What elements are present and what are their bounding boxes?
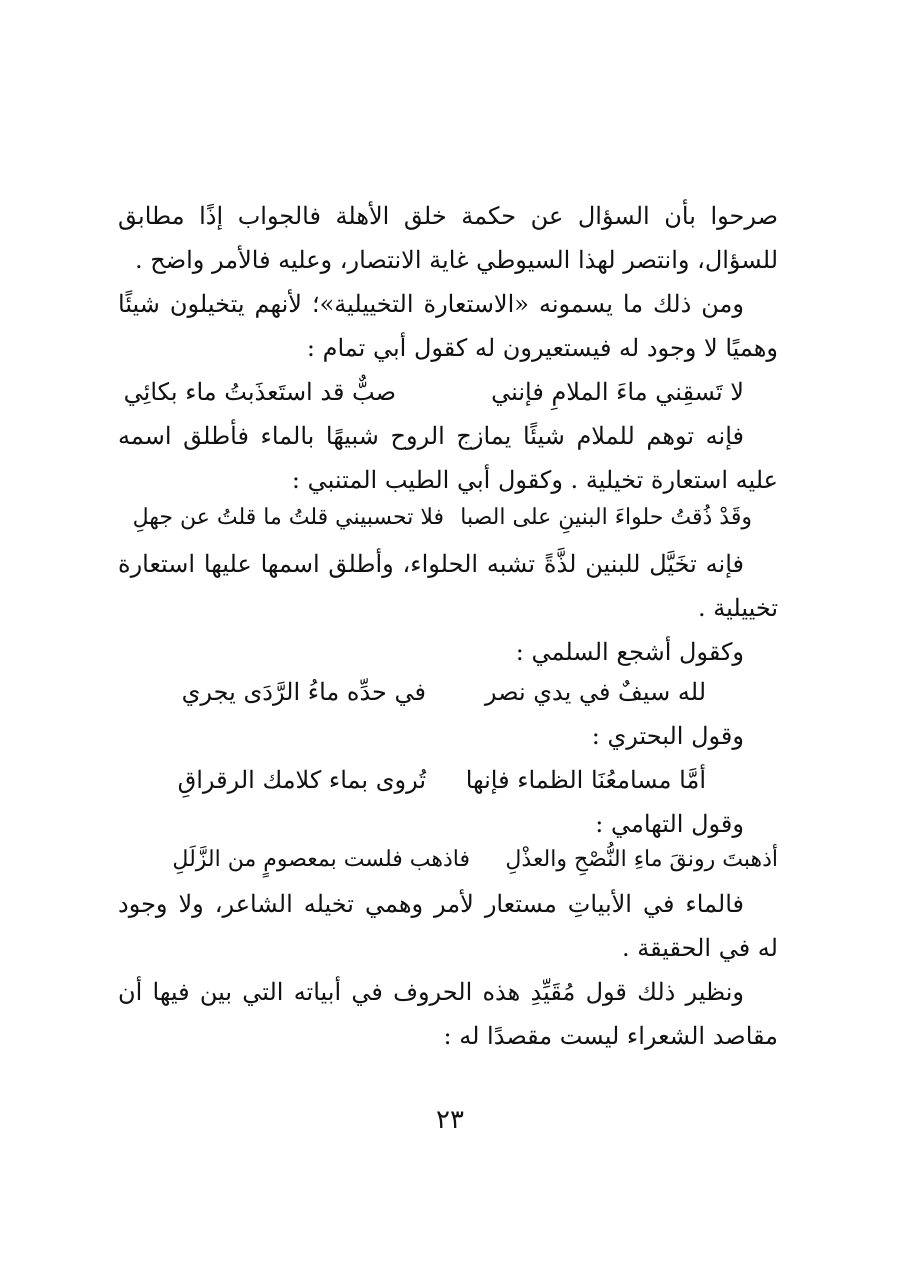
verse-second-hemistich: فاذهب فلست بمعصومٍ من الزَّلَلِ xyxy=(172,847,470,872)
poem-verse xyxy=(0,838,900,882)
page-number: ٢٣ xyxy=(436,1105,464,1135)
text-line: ومن ذلك ما يسمونه «الاستعارة التخييلية»؛ لأنهم يتخيلون شيئًا xyxy=(118,290,744,318)
verse-first-hemistich: أذهبتَ رونقَ ماءِ النُّصْحِ والعذْلِ xyxy=(505,847,778,872)
text-line: وهميًا لا وجود له فيستعيرون له كقول أبي تمام : xyxy=(306,334,778,362)
text-line: فإنه توهم للملام شيئًا يمازج الروح شبيهًا بالماء فأطلق اسمه xyxy=(118,422,744,450)
poem-verse xyxy=(0,758,900,802)
text-line: ونظير ذلك قول مُقَيِّدِ هذه الحروف في أبياته التي بين فيها أن xyxy=(118,978,744,1006)
text-line: تخييلية . xyxy=(698,594,778,622)
text-line: وقول البحتري : xyxy=(591,722,744,750)
text-line: فإنه تخَيَّل للبنين لذَّةً تشبه الحلواء، وأطلق اسمها عليها استعارة xyxy=(118,550,744,578)
text-line: وكقول أشجع السلمي : xyxy=(515,638,744,666)
poem-verse xyxy=(0,496,900,540)
verse-second-hemistich: تُروى بماء كلامك الرقراقِ xyxy=(177,766,426,794)
text-line: للسؤال، وانتصر لهذا السيوطي غاية الانتصار، وعليه فالأمر واضح . xyxy=(134,246,778,274)
text-line: مقاصد الشعراء ليست مقصدًا له : xyxy=(443,1022,778,1050)
verse-first-hemistich: لا تَسقِني ماءَ الملامِ فإنني xyxy=(491,378,744,406)
verse-second-hemistich: في حدِّه ماءُ الرَّدَى يجري xyxy=(181,678,426,706)
text-line: عليه استعارة تخيلية . وكقول أبي الطيب المتنبي : xyxy=(291,466,778,494)
text-line: وقول التهامي : xyxy=(595,810,744,838)
verse-second-hemistich: صبٌّ قد استَعذَبتُ ماء بكائِي xyxy=(123,378,396,406)
verse-second-hemistich: فلا تحسبيني قلتُ ما قلتُ عن جهلِ xyxy=(132,505,444,530)
verse-first-hemistich: لله سيفٌ في يدي نصر xyxy=(484,678,706,706)
text-line: صرحوا بأن السؤال عن حكمة خلق الأهلة فالجواب إذًا مطابق xyxy=(118,202,778,230)
text-line: له في الحقيقة . xyxy=(621,934,778,962)
verse-first-hemistich: وقَدْ ذُقتُ حلواءَ البنينِ على الصبا xyxy=(460,505,752,530)
verse-first-hemistich: أمَّا مسامعُنَا الظماء فإنها xyxy=(465,766,706,794)
poem-verse xyxy=(0,670,900,714)
text-line: فالماء في الأبياتِ مستعار لأمر وهمي تخيله الشاعر، ولا وجود xyxy=(118,890,744,918)
poem-verse xyxy=(0,370,900,414)
